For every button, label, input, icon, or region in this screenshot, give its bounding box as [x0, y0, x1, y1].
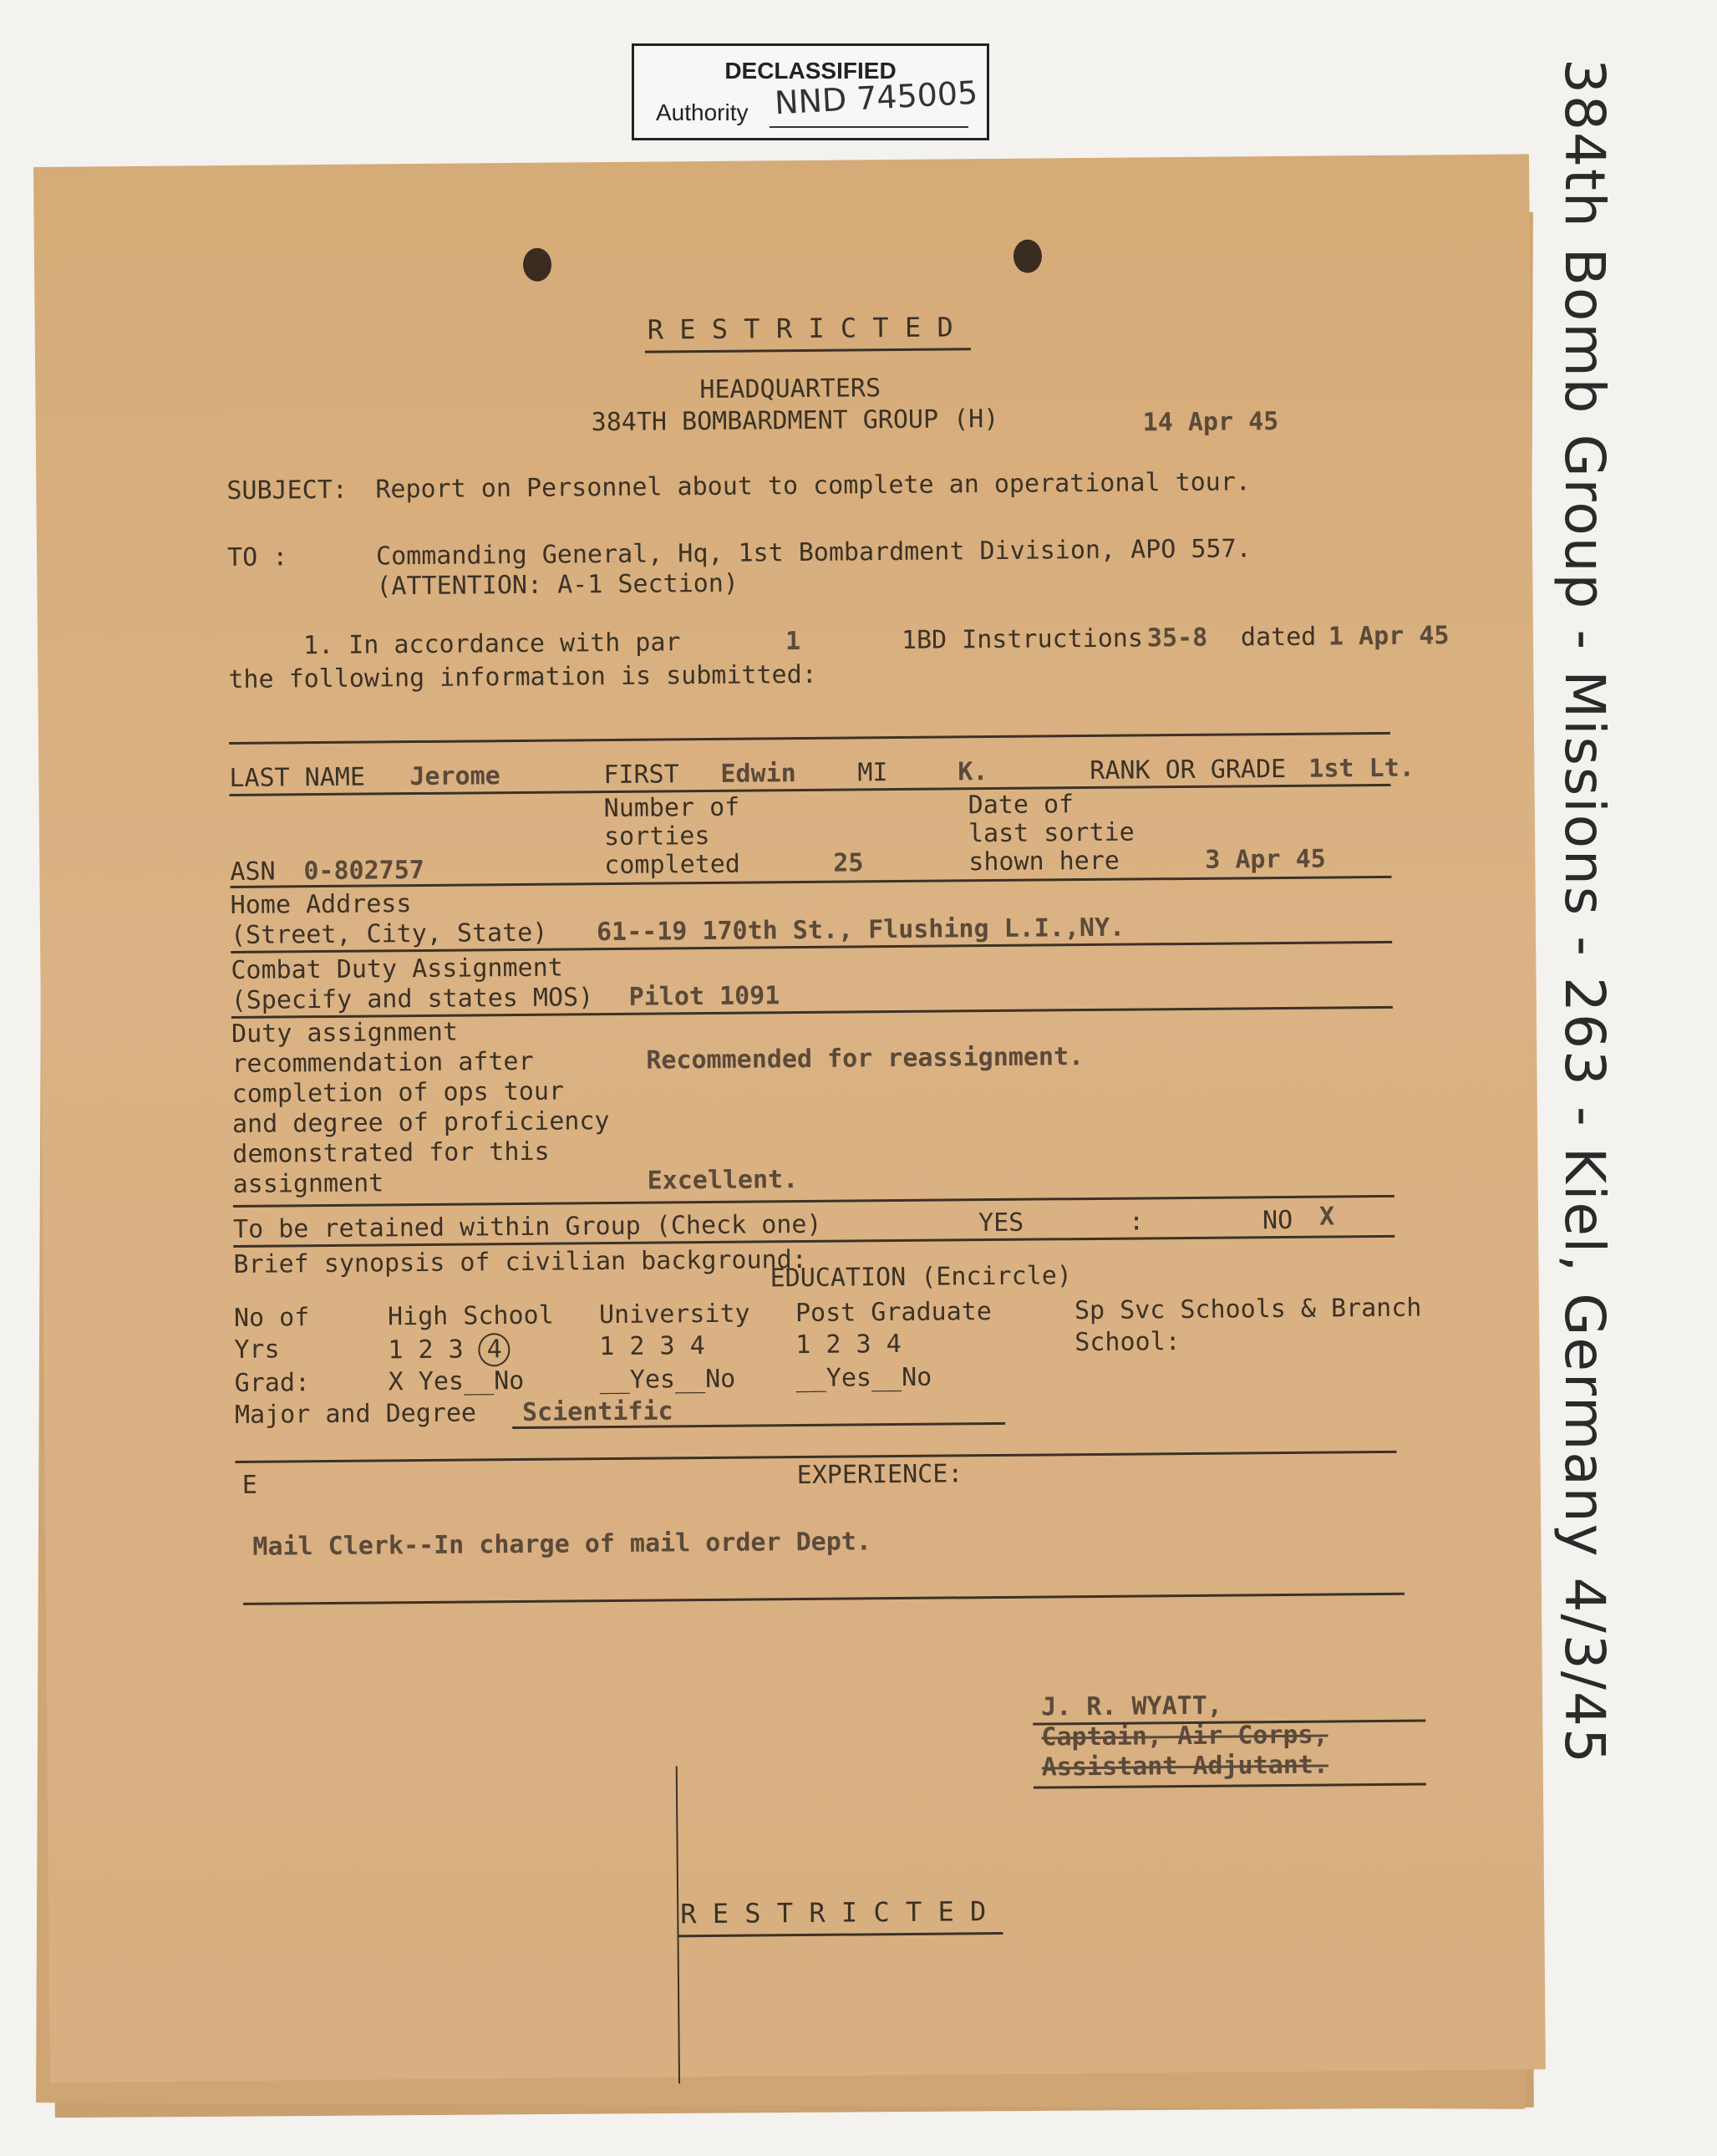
sp-svc-schools-label-1: Sp Svc Schools & Branch — [1074, 1293, 1422, 1326]
no-of-label: No of — [233, 1303, 310, 1333]
home-address-label-1: Home Address — [230, 889, 412, 920]
e-label: E — [241, 1470, 257, 1500]
to-line1: Commanding General, Hq, 1st Bombardment Division, APO 557. — [375, 534, 1252, 572]
high-school-years-text: 1 2 3 — [388, 1335, 464, 1365]
stamp-title: DECLASSIFIED — [724, 58, 897, 84]
education-label: EDUCATION (Encircle) — [770, 1261, 1073, 1294]
header-date: 14 Apr 45 — [1142, 407, 1279, 438]
last-sortie-label-3: shown here — [968, 846, 1120, 877]
duty-label-line: recommendation after — [231, 1046, 534, 1079]
middle-initial-label: MI — [857, 758, 888, 788]
combat-duty-label-1: Combat Duty Assignment — [231, 953, 563, 985]
fold-line — [676, 1766, 680, 2083]
para1-text-b: 1BD Instructions — [901, 623, 1144, 655]
para1-line2: the following information is submitted: — [228, 659, 817, 694]
stamp-authority-label: Authority — [656, 99, 749, 125]
middle-initial-value: K. — [958, 757, 988, 787]
duty-label-line: completion of ops tour — [231, 1076, 565, 1109]
high-school-years — [388, 1333, 511, 1367]
classification-bottom-underline — [677, 1932, 1003, 1937]
subject-text: Report on Personnel about to complete an operational tour. — [375, 467, 1252, 505]
header-line1: HEADQUARTERS — [699, 374, 881, 405]
para1-par-number: 1 — [785, 627, 801, 657]
signature-title1: Captain, Air Corps, — [1041, 1720, 1328, 1752]
document-page — [33, 154, 1546, 2082]
experience-value: Mail Clerk--In charge of mail order Dept. — [252, 1527, 872, 1562]
yrs-label: Yrs — [234, 1335, 280, 1365]
para1-text-a: 1. In accordance with par — [302, 628, 681, 661]
last-name-value: Jerome — [409, 761, 500, 792]
duty-recommendation-value: Recommended for reassignment. — [646, 1042, 1085, 1075]
last-sortie-value: 3 Apr 45 — [1205, 844, 1326, 875]
home-address-value: 61--19 170th St., Flushing L.I.,NY. — [596, 913, 1125, 948]
retained-no-label: NO — [1262, 1205, 1293, 1236]
stamp-underline — [770, 126, 968, 128]
university-grad: __Yes__No — [599, 1364, 736, 1396]
asn-label: ASN — [230, 857, 276, 887]
punch-hole — [523, 248, 551, 282]
high-school-label: High School — [387, 1300, 554, 1332]
classification-top: R E S T R I C T E D — [647, 311, 953, 346]
synopsis-label: Brief synopsis of civilian background: — [233, 1244, 807, 1279]
para1-instruction-number: 35-8 — [1146, 623, 1208, 653]
duty-label-line: demonstrated for this — [232, 1136, 550, 1169]
sorties-label-3: completed — [604, 849, 741, 881]
major-degree-label: Major and Degree — [234, 1398, 477, 1430]
last-sortie-label-2: last sortie — [968, 817, 1135, 849]
punch-hole — [1013, 239, 1042, 272]
experience-label: EXPERIENCE: — [796, 1459, 963, 1491]
form-top-rule — [229, 732, 1390, 745]
sorties-value: 25 — [833, 848, 864, 878]
home-address-label-2: (Street, City, State) — [230, 918, 548, 950]
post-graduate-grad: __Yes__No — [795, 1362, 932, 1394]
signature-title2: Assistant Adjutant. — [1041, 1750, 1329, 1782]
rank-value: 1st Lt. — [1308, 753, 1415, 784]
header-line2: 384TH BOMBARDMENT GROUP (H) — [591, 404, 999, 438]
high-school-grad: X Yes__No — [388, 1365, 525, 1397]
classification-bottom: R E S T R I C T E D — [680, 1895, 987, 1930]
first-name-label: FIRST — [603, 760, 679, 791]
last-sortie-label-1: Date of — [968, 790, 1074, 821]
proficiency-value: Excellent. — [647, 1165, 799, 1196]
duty-row-rule — [233, 1195, 1394, 1208]
first-name-value: Edwin — [720, 759, 796, 789]
duty-label-line: and degree of proficiency — [231, 1106, 610, 1139]
university-label: University — [598, 1299, 750, 1330]
combat-duty-label-2: (Specify and states MOS) — [231, 983, 594, 1015]
sp-svc-schools-label-2: School: — [1074, 1327, 1181, 1358]
signature-name: J. R. WYATT, — [1040, 1691, 1223, 1722]
name-row-rule — [230, 784, 1391, 796]
last-name-label: LAST NAME — [229, 762, 366, 793]
experience-row-rule — [243, 1593, 1405, 1605]
classification-underline — [645, 348, 971, 353]
rank-label: RANK OR GRADE — [1090, 754, 1287, 786]
to-label: TO : — [226, 542, 288, 572]
high-school-years-circled: 4 — [479, 1333, 511, 1366]
para1-date: 1 Apr 45 — [1328, 621, 1450, 652]
duty-label-line: assignment — [232, 1168, 384, 1199]
para1-text-c: dated — [1240, 622, 1317, 653]
retained-yes-label: YES — [978, 1208, 1024, 1238]
grad-label: Grad: — [234, 1368, 311, 1398]
retained-no-mark: X — [1318, 1202, 1335, 1232]
signature-rule — [1034, 1783, 1426, 1789]
sorties-label-1: Number of — [603, 792, 740, 824]
major-degree-value: Scientific — [521, 1396, 673, 1427]
to-line2: (ATTENTION: A-1 Section) — [376, 568, 739, 602]
post-graduate-years: 1 2 3 4 — [795, 1329, 902, 1360]
declassified-stamp — [632, 43, 989, 140]
handwritten-side-note: 384th Bomb Group - Missions - 263 - Kiel, Germany 4/3/45 — [1552, 58, 1617, 1765]
asn-value: 0-802757 — [303, 855, 425, 887]
stamp-authority-value: NND 745005 — [774, 74, 979, 122]
retained-label: To be retained within Group (Check one) — [232, 1209, 822, 1244]
post-graduate-label: Post Graduate — [795, 1297, 992, 1329]
duty-label-line: Duty assignment — [231, 1017, 459, 1049]
university-years: 1 2 3 4 — [599, 1331, 705, 1362]
combat-duty-value: Pilot 1091 — [628, 981, 780, 1012]
subject-label: SUBJECT: — [226, 475, 348, 506]
sorties-label-2: sorties — [603, 821, 710, 852]
retained-colon: : — [1128, 1207, 1145, 1237]
